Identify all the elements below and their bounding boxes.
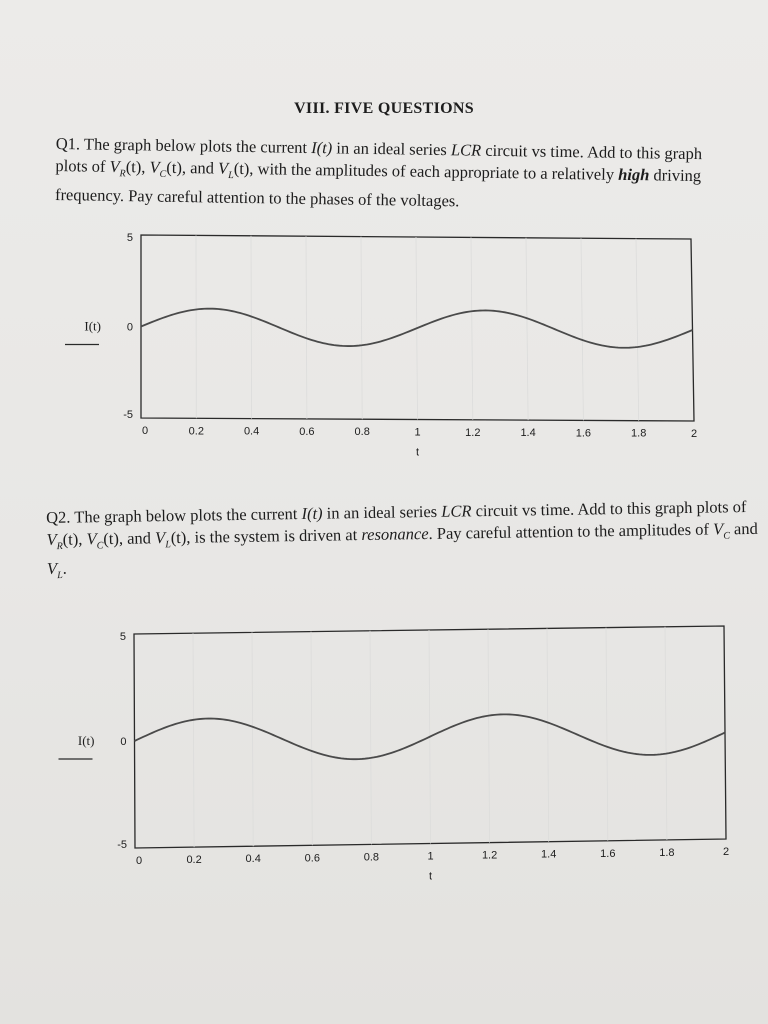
x-tick-label: 0.8 bbox=[363, 851, 380, 864]
y-axis-label: I(t) bbox=[77, 733, 95, 748]
x-tick-label: 1.2 bbox=[481, 849, 498, 862]
x-gridline bbox=[361, 237, 362, 420]
x-gridline bbox=[193, 633, 194, 847]
x-tick-label: 0.6 bbox=[299, 425, 315, 438]
x-gridline bbox=[471, 237, 473, 419]
x-axis-label: t bbox=[415, 446, 420, 459]
question-1-label: Q1. bbox=[55, 133, 81, 154]
x-tick-label: 1.8 bbox=[631, 427, 647, 440]
x-tick-label: 1.8 bbox=[659, 846, 675, 859]
x-gridline bbox=[370, 631, 371, 845]
x-tick-label: 1.4 bbox=[541, 848, 557, 861]
x-gridline bbox=[581, 238, 583, 420]
x-tick-label: 0 bbox=[135, 855, 143, 867]
x-gridline bbox=[488, 629, 490, 842]
y-tick-label: -5 bbox=[123, 409, 133, 421]
question-2-text: Q2. The graph below plots the current I(t) in an ideal series LCR circuit vs time. Add to this graph plots of $V_R(t)$, $V_C(t)$, and $V_L(t)$, is the system is driven at resonance. Pay careful attention to the amplitudes of $V_C$ and $V_L$. bbox=[46, 496, 758, 582]
y-tick-label: 5 bbox=[119, 631, 126, 643]
x-gridline bbox=[665, 627, 667, 840]
x-gridline bbox=[606, 628, 608, 841]
y-tick-label: 0 bbox=[126, 321, 133, 334]
x-gridline bbox=[547, 628, 549, 841]
chart-2 bbox=[45, 610, 755, 885]
y-axis-label: I(t) bbox=[84, 318, 101, 334]
x-gridline bbox=[526, 238, 528, 420]
x-gridline bbox=[311, 632, 312, 846]
x-tick-label: 1.6 bbox=[575, 427, 592, 440]
x-tick-label: 0.4 bbox=[243, 425, 260, 438]
y-tick-label: -5 bbox=[117, 839, 127, 851]
chart-1 bbox=[60, 225, 740, 465]
x-tick-label: 2 bbox=[722, 846, 730, 858]
x-tick-label: 1.2 bbox=[465, 426, 481, 439]
y-tick-label: 0 bbox=[120, 736, 127, 748]
x-tick-label: 0.6 bbox=[304, 852, 320, 865]
x-gridline bbox=[306, 236, 307, 419]
x-tick-label: 1.4 bbox=[520, 427, 536, 440]
x-gridline bbox=[636, 239, 639, 421]
y-tick-label: 5 bbox=[126, 232, 133, 244]
x-tick-label: 0.4 bbox=[245, 853, 261, 866]
x-gridline bbox=[252, 632, 253, 846]
x-tick-label: 1.6 bbox=[600, 847, 616, 860]
question-2-label: Q2. bbox=[46, 507, 71, 527]
x-tick-label: 0.2 bbox=[188, 425, 204, 438]
section-heading: VIII. FIVE QUESTIONS bbox=[294, 100, 474, 117]
x-tick-label: 1 bbox=[414, 426, 421, 439]
x-gridline bbox=[251, 236, 252, 419]
x-tick-label: 0.2 bbox=[186, 854, 202, 867]
x-axis-label: t bbox=[428, 870, 433, 883]
question-1-text: Q1. The graph below plots the current I(t) in an ideal series LCR circuit vs time. Add to this graph plots of $V_R(t)$, $V_C(t)$, and $V_L(t)$, with the amplitudes of each appropriate to a relatively high driving frequency. Pay careful attention to the phases of the voltages. bbox=[54, 133, 703, 211]
x-tick-label: 0.8 bbox=[354, 426, 370, 439]
x-tick-label: 0 bbox=[141, 425, 149, 437]
x-tick-label: 1 bbox=[427, 850, 434, 863]
x-tick-label: 2 bbox=[690, 428, 698, 440]
